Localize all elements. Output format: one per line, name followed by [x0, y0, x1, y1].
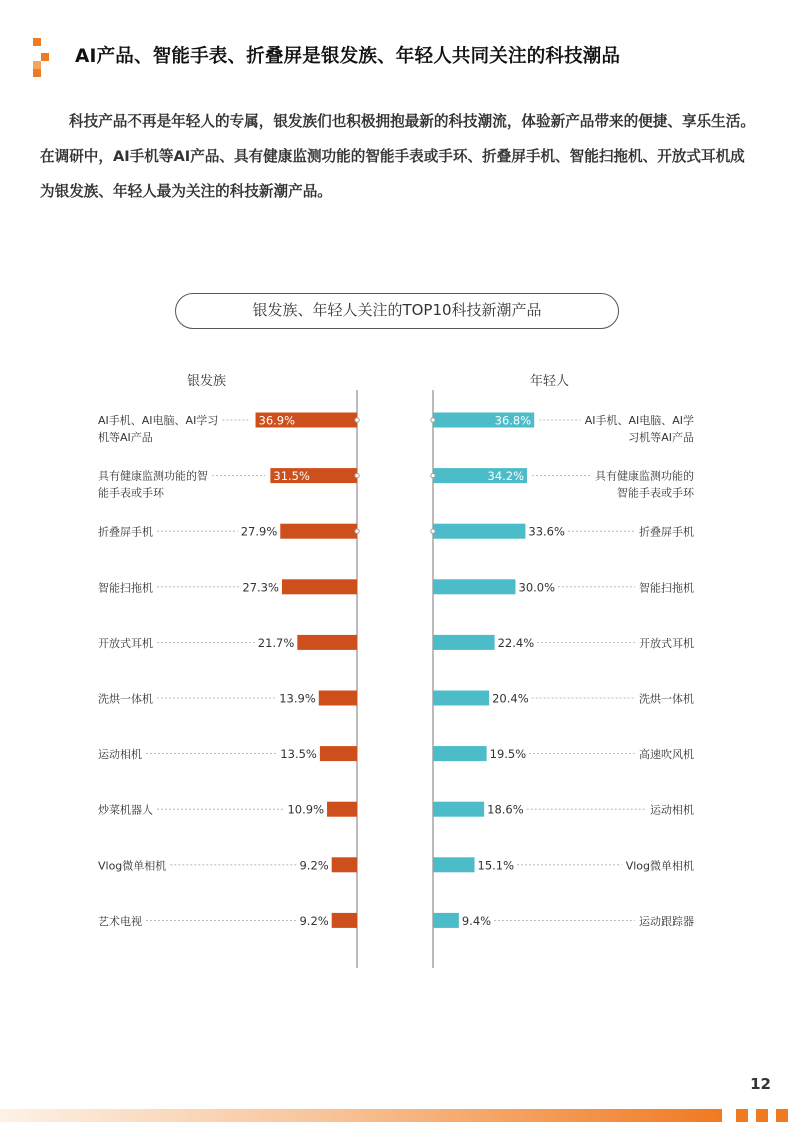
- chart-title: 银发族、年轻人关注的TOP10科技新潮产品: [175, 293, 619, 329]
- young-bar: [433, 579, 516, 594]
- silver-category-label: 炒菜机器人: [98, 803, 153, 817]
- silver-bar: [327, 802, 357, 817]
- young-value-label: 34.2%: [487, 469, 525, 484]
- young-category-label: 高速吹风机: [639, 748, 694, 762]
- young-bar: [433, 857, 475, 872]
- page-title: AI产品、智能手表、折叠屏是银发族、年轻人共同关注的科技潮品: [75, 46, 621, 67]
- silver-axis-dot: [355, 473, 359, 477]
- silver-category-label: 智能扫拖机: [98, 581, 153, 595]
- young-value-label: 15.1%: [477, 858, 515, 873]
- silver-bar: [332, 857, 357, 872]
- young-category-label: AI手机、AI电脑、AI学: [584, 414, 694, 427]
- silver-value-label: 27.9%: [240, 524, 278, 539]
- silver-value-label: 31.5%: [273, 469, 310, 484]
- silver-value-label: 27.3%: [242, 580, 279, 595]
- silver-category-label: 艺术电视: [98, 914, 142, 928]
- young-value-label: 33.6%: [528, 524, 565, 539]
- young-category-label: 习机等AI产品: [628, 431, 694, 444]
- silver-value-label: 9.2%: [299, 858, 329, 873]
- young-category-label: 具有健康监测功能的: [595, 469, 694, 483]
- silver-bar: [320, 746, 357, 761]
- silver-value-label: 13.9%: [279, 691, 316, 706]
- young-category-label: 折叠屏手机: [639, 525, 694, 539]
- young-category-label: 开放式耳机: [639, 636, 694, 650]
- silver-bar: [319, 691, 357, 706]
- silver-category-label: 具有健康监测功能的智: [98, 469, 208, 483]
- young-value-label: 30.0%: [518, 580, 556, 595]
- silver-category-label: 洗烘一体机: [98, 692, 153, 706]
- young-value-label: 9.4%: [461, 913, 492, 928]
- silver-value-label: 10.9%: [287, 802, 325, 817]
- silver-category-label: 机等AI产品: [98, 431, 153, 444]
- young-bar: [433, 691, 489, 706]
- young-value-label: 20.4%: [492, 691, 529, 706]
- young-value-label: 22.4%: [497, 635, 535, 650]
- young-axis-dot: [431, 529, 435, 533]
- young-value-label: 19.5%: [489, 747, 527, 762]
- young-value-label: 36.8%: [494, 413, 532, 428]
- young-group-label: 年轻人: [530, 374, 570, 389]
- young-bar: [433, 802, 484, 817]
- young-category-label: Vlog微单相机: [625, 859, 694, 873]
- silver-category-label: 运动相机: [98, 748, 142, 762]
- young-value-label: 18.6%: [487, 802, 524, 817]
- young-category-label: 智能扫拖机: [639, 581, 694, 595]
- intro-paragraph: 科技产品不再是年轻人的专属，银发族们也积极拥抱最新的科技潮流，体验新产品带来的便捷、享乐生活。在调研中，AI手机等AI产品、具有健康监测功能的智能手表或手环、折叠屏手机、智能扫拖机、开放式耳机成为银发族、年轻人最为关注的科技新潮产品。: [40, 113, 755, 200]
- silver-value-label: 21.7%: [257, 635, 295, 650]
- silver-bar: [332, 913, 357, 928]
- young-category-label: 智能手表或手环: [617, 486, 694, 500]
- silver-value-label: 36.9%: [258, 413, 296, 428]
- silver-bar: [280, 524, 357, 539]
- young-bar: [433, 746, 487, 761]
- silver-category-label: 能手表或手环: [98, 486, 164, 500]
- young-axis-dot: [431, 418, 435, 422]
- silver-axis-dot: [355, 418, 359, 422]
- footer-square-icon: [756, 1109, 768, 1122]
- silver-axis-dot: [355, 529, 359, 533]
- young-category-label: 运动跟踪器: [639, 914, 694, 928]
- young-axis-dot: [431, 473, 435, 477]
- silver-bar: [282, 579, 357, 594]
- brand-logo-icon: [33, 38, 49, 76]
- young-bar: [433, 524, 525, 539]
- young-category-label: 洗烘一体机: [639, 692, 694, 706]
- silver-bar: [297, 635, 357, 650]
- silver-category-label: AI手机、AI电脑、AI学习: [98, 414, 219, 427]
- young-category-label: 运动相机: [650, 803, 694, 817]
- butterfly-bar-chart: [0, 380, 793, 980]
- young-bar: [433, 913, 459, 928]
- silver-group-label: 银发族: [187, 374, 227, 389]
- silver-category-label: 折叠屏手机: [98, 525, 153, 539]
- footer-square-icon: [776, 1109, 788, 1122]
- silver-value-label: 9.2%: [299, 913, 329, 928]
- page-number: 12: [750, 1075, 771, 1093]
- silver-category-label: 开放式耳机: [98, 636, 153, 650]
- silver-value-label: 13.5%: [280, 747, 317, 762]
- silver-category-label: Vlog微单相机: [98, 859, 167, 873]
- footer-square-icon: [736, 1109, 748, 1122]
- young-bar: [433, 635, 495, 650]
- footer-gradient-bar: [0, 1109, 722, 1122]
